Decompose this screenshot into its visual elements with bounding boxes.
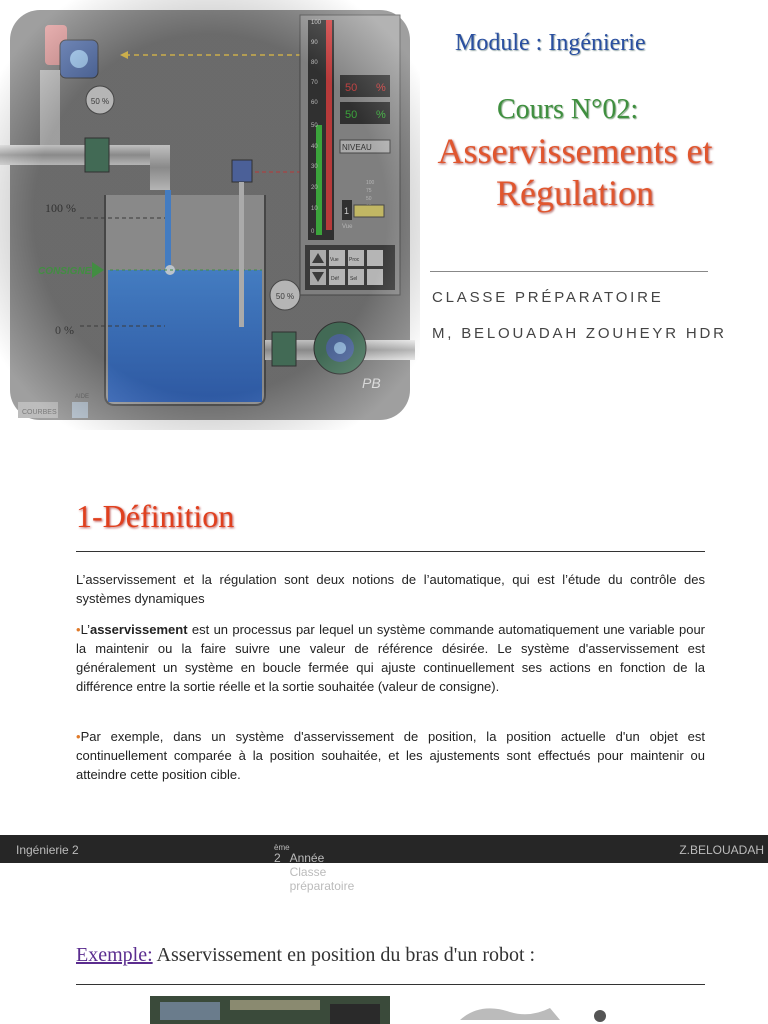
display-2-unit: % xyxy=(376,109,386,121)
panel-btn-vue: Vue xyxy=(330,257,339,263)
bar-tick-75: 75 xyxy=(366,188,372,194)
panel-btn-sel: Sel xyxy=(350,276,358,282)
example-heading xyxy=(76,944,535,967)
gauge-tick-20: 20 xyxy=(311,185,318,191)
example-divider xyxy=(76,984,705,985)
niveau-label: NIVEAU xyxy=(342,143,372,152)
definition-heading: 1-Définition xyxy=(76,498,235,534)
footer-center-text: Année Classe préparatoire xyxy=(289,851,355,893)
bar-tick-50: 50 xyxy=(366,196,372,202)
course-number: Cours N°02: xyxy=(497,94,639,125)
bullet1-bold-term: asservissement xyxy=(89,622,188,637)
valve1-pct: 50 % xyxy=(90,97,110,106)
footer-center-sup: ème xyxy=(274,843,290,852)
title-divider xyxy=(430,271,708,272)
gauge-tick-0: 0 xyxy=(311,229,315,235)
bullet-marker: • xyxy=(76,729,81,744)
gauge-tick-90: 90 xyxy=(311,40,318,46)
valve2-pct: 50 % xyxy=(275,292,295,301)
gauge-tick-50: 50 xyxy=(311,123,318,129)
process-illustration xyxy=(0,0,420,430)
footer-right: Z.BELOUADAH xyxy=(679,843,764,857)
intro-paragraph: L’asservissement et la régulation sont deux notions de l’automatique, qui est l’étude du contrôle des systèmes dynamiques xyxy=(76,572,705,606)
footer-center xyxy=(274,843,355,893)
gauge-tick-30: 30 xyxy=(311,164,318,170)
bar-tick-100: 100 xyxy=(366,180,375,186)
bullet2-text: Par exemple, dans un système d'asservissement de position, la position actuelle d'un objet est continuellement comparée à la position souhaitée, et les ajustements sont effectués pour maintenir ou atteindre cette position cible. xyxy=(76,729,705,782)
gauge-tick-70: 70 xyxy=(311,80,318,86)
pb-logo: PB xyxy=(362,375,381,391)
aide-label: AIDE xyxy=(75,394,90,400)
footer-left: Ingénierie 2 xyxy=(16,843,79,857)
bullet-paragraph-2 xyxy=(76,727,705,784)
bullet1-text: est un processus par lequel un système commande automatiquement une variable pour la maintenir ou la faire suivre une valeur de référence désirée. Le système d'asservissement est généralement un système en boucle fermée qui ajuste continuellement ses actions en fonction de la différence entre la sortie réelle et la sortie souhaitée (valeur de consigne). xyxy=(76,622,705,694)
display-2-value: 50 xyxy=(345,109,358,121)
courbes-label: COURBES xyxy=(22,409,57,416)
example-label: Exemple: xyxy=(76,944,153,966)
bullet1-prefix: L’ xyxy=(80,622,90,637)
author-label: M, BELOUADAH ZOUHEYR HDR xyxy=(432,325,727,342)
level-0-label: 0 % xyxy=(55,323,74,337)
module-title: Module : Ingénierie xyxy=(455,30,646,56)
bullet-marker: • xyxy=(76,622,81,637)
footer-center-num: 2 xyxy=(274,851,281,865)
heading-divider xyxy=(76,551,705,552)
display-1-value: 50 xyxy=(345,82,358,94)
gauge-tick-100: 100 xyxy=(311,20,322,26)
consigne-label: CONSIGNE xyxy=(38,266,92,277)
bullet-paragraph-1 xyxy=(76,620,705,696)
title-slide xyxy=(0,0,768,440)
robot-model-photo xyxy=(450,1000,620,1024)
panel-btn-proc: Proc xyxy=(349,257,360,263)
gauge-tick-80: 80 xyxy=(311,60,318,66)
class-label: CLASSE PRÉPARATOIRE xyxy=(432,289,664,306)
level-100-label: 100 % xyxy=(45,201,76,215)
display-1-unit: % xyxy=(376,82,386,94)
course-title-line-1: Asservissements et xyxy=(437,131,713,171)
gauge-tick-10: 10 xyxy=(311,206,318,212)
course-title xyxy=(400,130,750,214)
bar-label: 1 xyxy=(344,206,350,216)
robot-arm-photo xyxy=(150,996,390,1024)
course-title-line-2: Régulation xyxy=(496,173,654,213)
panel-btn-def: Déf xyxy=(331,276,339,282)
gauge-tick-40: 40 xyxy=(311,144,318,150)
gauge-tick-60: 60 xyxy=(311,100,318,106)
slide-footer xyxy=(0,835,768,893)
vue-label: Vue xyxy=(342,224,353,230)
example-text: Asservissement en position du bras d'un robot : xyxy=(152,944,536,966)
